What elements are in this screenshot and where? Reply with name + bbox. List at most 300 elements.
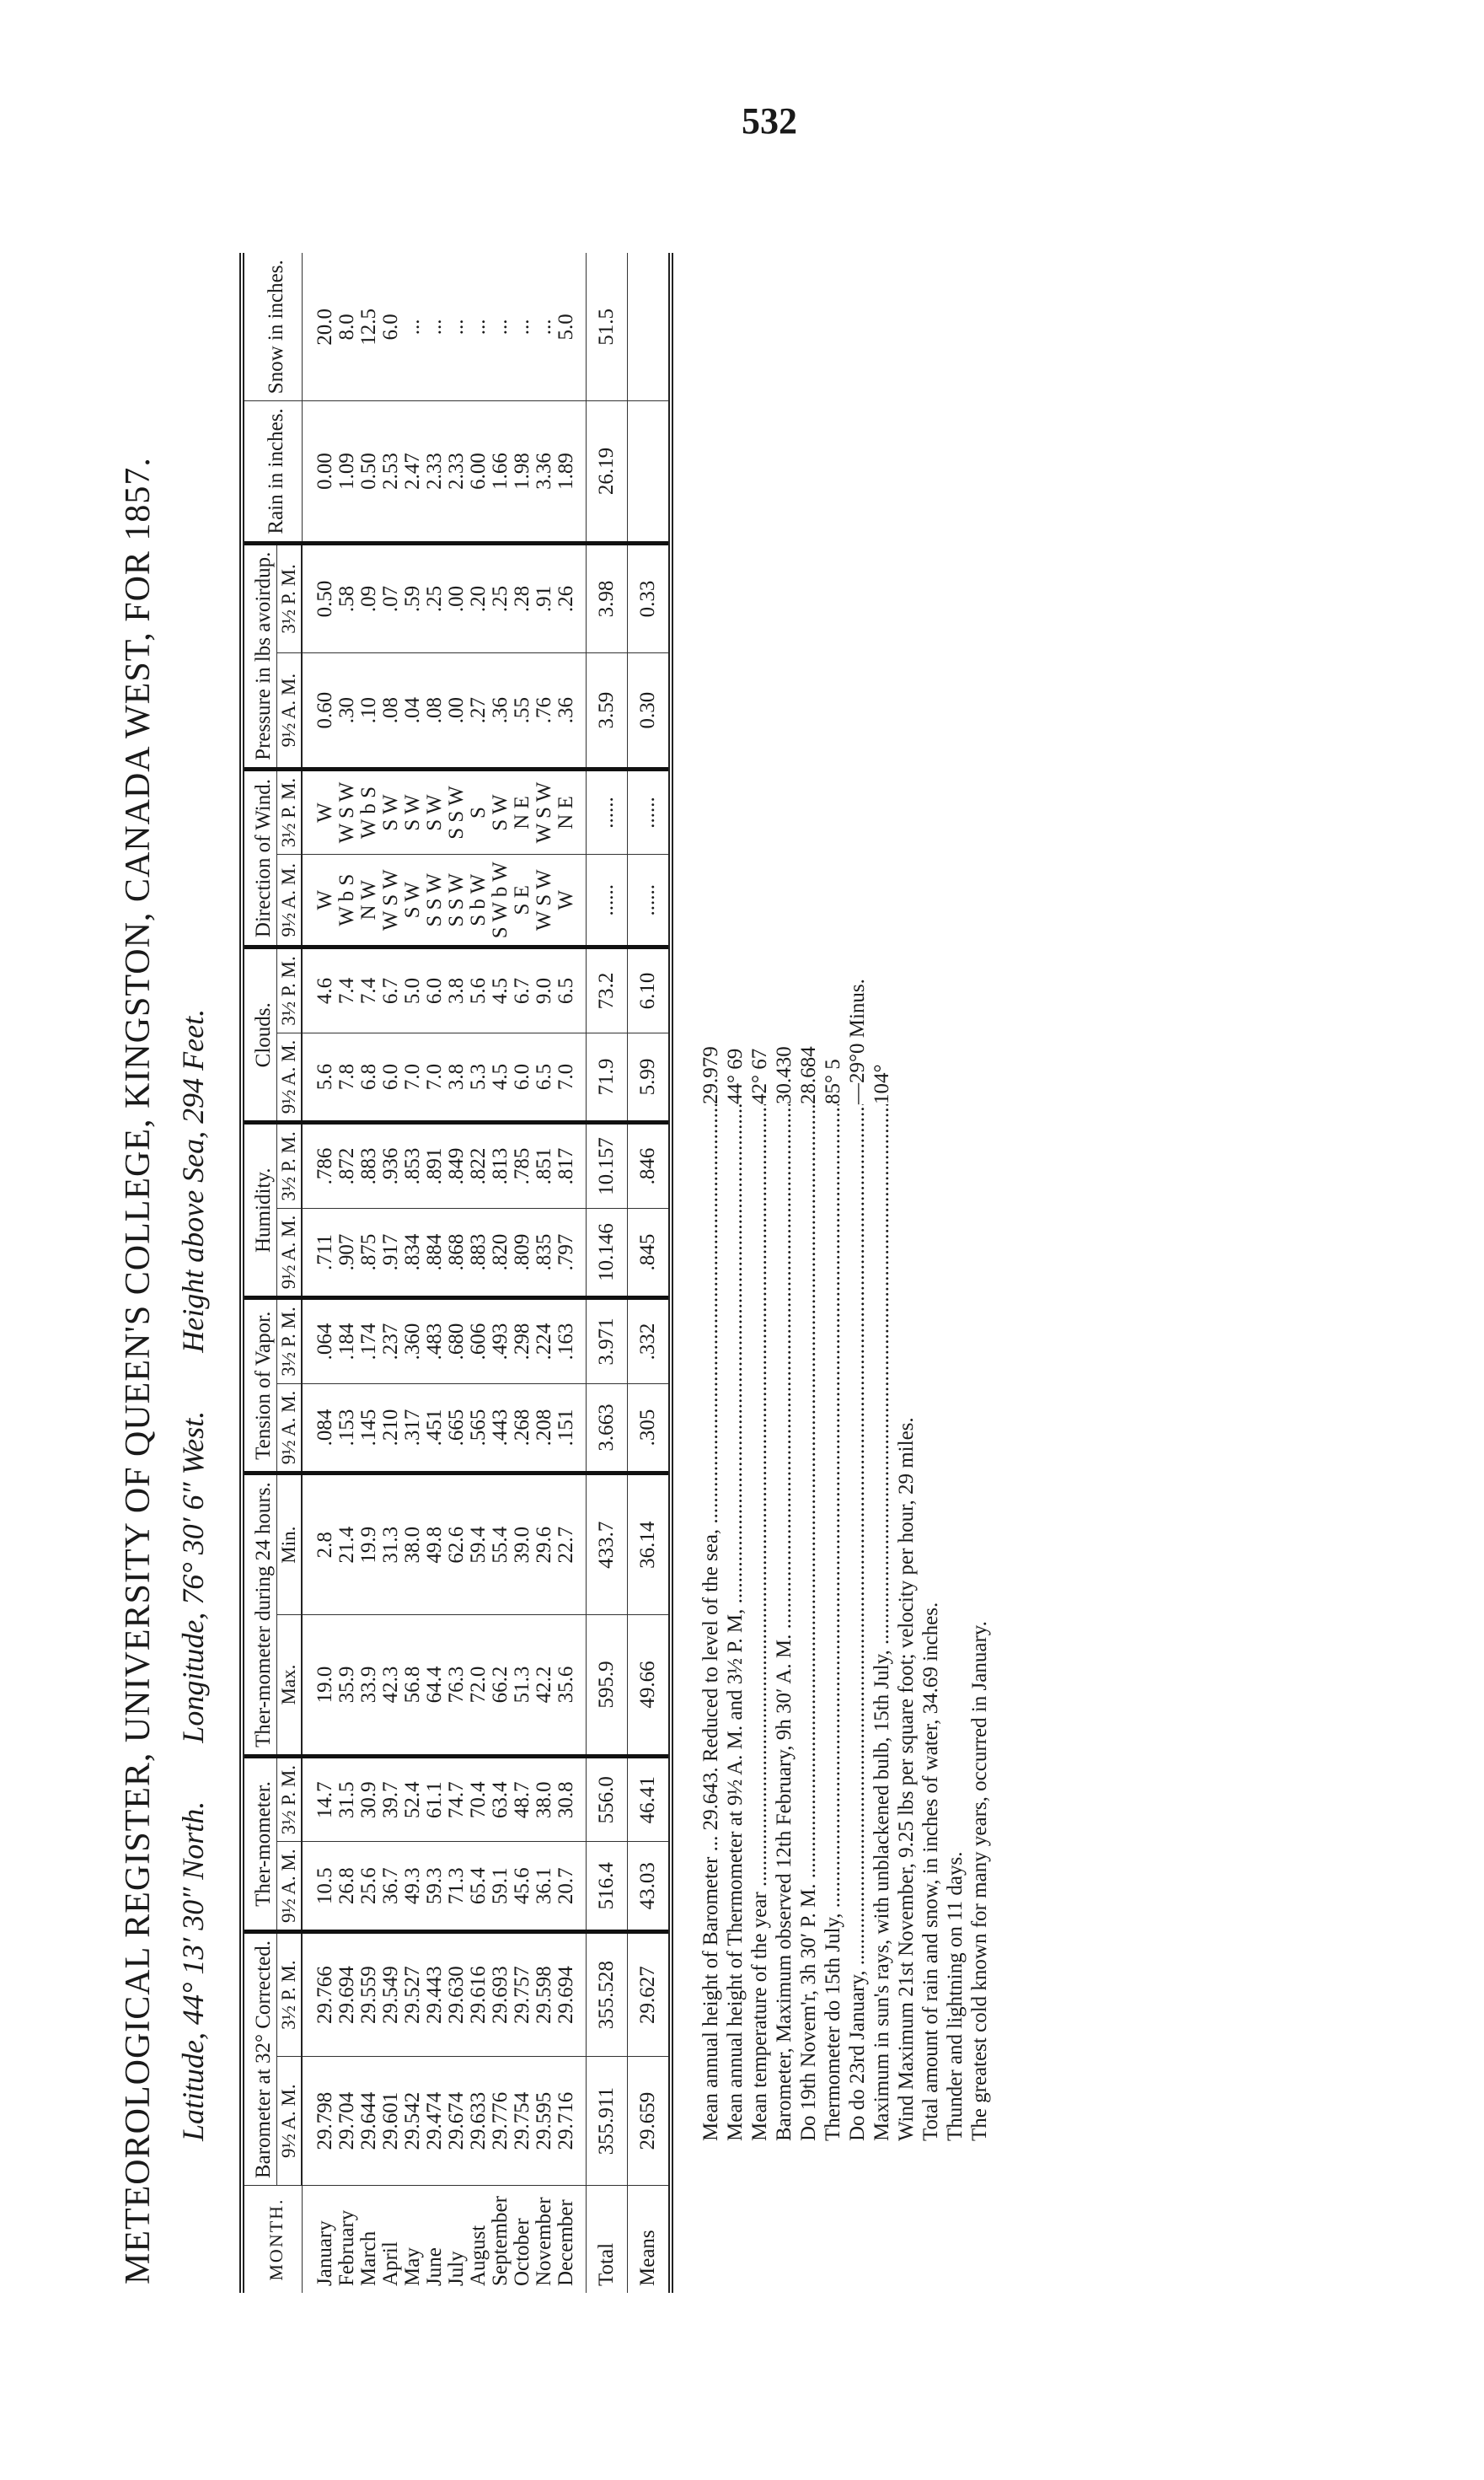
cell: 64.4 bbox=[424, 1615, 446, 1757]
summary-label: Mean temperature of the year ..... bbox=[747, 1104, 772, 2141]
cell: 433.7 bbox=[587, 1474, 628, 1615]
summary-value: 28.684 bbox=[797, 1046, 821, 1104]
cell: 29.694 bbox=[336, 1931, 358, 2056]
cell: 12.5 bbox=[358, 253, 380, 401]
cell: 3.59 bbox=[587, 653, 628, 769]
cell: .809 bbox=[512, 1208, 533, 1298]
cell: 46.41 bbox=[628, 1756, 672, 1841]
cell: 29.627 bbox=[628, 1931, 672, 2056]
cell: .09 bbox=[358, 543, 380, 653]
cell: .163 bbox=[555, 1298, 587, 1383]
tension-pm-header: 3½ P. M. bbox=[277, 1298, 303, 1383]
cell: 49.8 bbox=[424, 1474, 446, 1615]
cell: S W bbox=[380, 769, 402, 854]
rain-header: Rain in inches. bbox=[242, 401, 302, 543]
cell: .07 bbox=[380, 543, 402, 653]
cold-note: The greatest cold known for many years, occurred in January. bbox=[968, 1621, 992, 2141]
month-label: March bbox=[357, 2230, 381, 2286]
cell: .797 bbox=[555, 1208, 587, 1298]
cell: 4.5 bbox=[490, 947, 512, 1033]
cell: .360 bbox=[402, 1298, 424, 1383]
cell: 31.3 bbox=[380, 1474, 402, 1615]
table-row bbox=[555, 253, 587, 2293]
cell: W bbox=[302, 769, 336, 854]
cell: .25 bbox=[490, 543, 512, 653]
summary-label: Do do 23rd January, ..... bbox=[845, 1104, 870, 2141]
wind-header: Direction of Wind. bbox=[242, 769, 277, 947]
cell: 29.601 bbox=[380, 2057, 402, 2186]
cell: 0.33 bbox=[628, 543, 672, 653]
cell: 35.9 bbox=[336, 1615, 358, 1757]
min-header: Min. bbox=[277, 1474, 303, 1615]
cell: 5.6 bbox=[302, 1033, 336, 1123]
summary-label: Maximum in sun's rays, with unblackened bulb, 15th July, ..... bbox=[870, 1104, 894, 2141]
cell: 22.7 bbox=[555, 1474, 587, 1615]
cell: 59.4 bbox=[468, 1474, 490, 1615]
cell: .25 bbox=[424, 543, 446, 653]
cell: 51.3 bbox=[512, 1615, 533, 1757]
cell: 42.2 bbox=[533, 1615, 555, 1757]
cell: .36 bbox=[555, 653, 587, 769]
cell: 6.7 bbox=[512, 947, 533, 1033]
cell: 65.4 bbox=[468, 1842, 490, 1932]
thunder-note: Thunder and lightning on 11 days. bbox=[944, 1851, 967, 2141]
page-number: 532 bbox=[742, 100, 797, 142]
month-label: September bbox=[489, 2196, 512, 2286]
cell: .813 bbox=[490, 1123, 512, 1208]
cell: .04 bbox=[402, 653, 424, 769]
cell: 3.98 bbox=[587, 543, 628, 653]
cell: .30 bbox=[336, 653, 358, 769]
cell: W S W bbox=[533, 769, 555, 854]
cell: 29.694 bbox=[555, 1931, 587, 2056]
cell: 35.6 bbox=[555, 1615, 587, 1757]
cell: 2.47 bbox=[402, 401, 424, 543]
cell: 5.99 bbox=[628, 1033, 672, 1123]
cell: .680 bbox=[446, 1298, 468, 1383]
month-label: June bbox=[423, 2247, 447, 2286]
cell: 2.53 bbox=[380, 401, 402, 543]
cell: W b S bbox=[358, 769, 380, 854]
cell: .851 bbox=[533, 1123, 555, 1208]
cell: 71.3 bbox=[446, 1842, 468, 1932]
cell: 29.644 bbox=[358, 2057, 380, 2186]
table-row bbox=[402, 253, 424, 2293]
cell: 7.4 bbox=[358, 947, 380, 1033]
cell: 10.5 bbox=[302, 1842, 336, 1932]
cell: N E bbox=[512, 769, 533, 854]
cell: 0.50 bbox=[358, 401, 380, 543]
month-label: November bbox=[533, 2197, 556, 2286]
cell: 76.3 bbox=[446, 1615, 468, 1757]
cell: .936 bbox=[380, 1123, 402, 1208]
cell: .184 bbox=[336, 1298, 358, 1383]
cell: 4.6 bbox=[302, 947, 336, 1033]
cell: 39.7 bbox=[380, 1756, 402, 1841]
cell: 29.443 bbox=[424, 1931, 446, 2056]
cell: ... bbox=[512, 253, 533, 401]
latitude: Latitude, 44° 13′ 30″ North. bbox=[176, 1801, 210, 2141]
table-row bbox=[380, 253, 402, 2293]
cell: W bbox=[555, 855, 587, 947]
cell: .58 bbox=[336, 543, 358, 653]
summary-label: Mean annual height of Thermometer at 9½ A. M. and 3½ P. M, ..... bbox=[723, 1104, 747, 2141]
cell: 7.4 bbox=[336, 947, 358, 1033]
cell: 355.528 bbox=[587, 1931, 628, 2056]
cell: 6.7 bbox=[380, 947, 402, 1033]
clouds-am-header: 9½ A. M. bbox=[277, 1033, 303, 1123]
cell: .711 bbox=[302, 1208, 336, 1298]
summary-value: 44° 69 bbox=[724, 1048, 747, 1104]
cell: 42.3 bbox=[380, 1615, 402, 1757]
cell: 70.4 bbox=[468, 1756, 490, 1841]
cell: ... bbox=[533, 253, 555, 401]
table-row bbox=[468, 253, 490, 2293]
cell: W b S bbox=[336, 855, 358, 947]
cell: S W bbox=[490, 769, 512, 854]
month-label: February bbox=[335, 2209, 359, 2286]
cell: 7.0 bbox=[424, 1033, 446, 1123]
cell: 29.6 bbox=[533, 1474, 555, 1615]
month-label: July bbox=[445, 2251, 469, 2286]
cell: 73.2 bbox=[587, 947, 628, 1033]
wind-maximum-note: Wind Maximum 21st November, 9.25 lbs per square foot; velocity per hour, 29 miles. bbox=[895, 1417, 919, 2141]
cell: 59.1 bbox=[490, 1842, 512, 1932]
month-label: January bbox=[313, 2220, 337, 2286]
cell: 26.8 bbox=[336, 1842, 358, 1932]
cell: 9.0 bbox=[533, 947, 555, 1033]
cell: .917 bbox=[380, 1208, 402, 1298]
cell: .208 bbox=[533, 1383, 555, 1474]
cell: .145 bbox=[358, 1383, 380, 1474]
cell: .174 bbox=[358, 1298, 380, 1383]
cell: 19.9 bbox=[358, 1474, 380, 1615]
cell: 30.8 bbox=[555, 1756, 587, 1841]
cell: S S W bbox=[446, 769, 468, 854]
cell: 6.0 bbox=[424, 947, 446, 1033]
cell: 29.474 bbox=[424, 2057, 446, 2186]
cell: 6.00 bbox=[468, 401, 490, 543]
bar-am-header: 9½ A. M. bbox=[277, 2057, 303, 2186]
summary-line bbox=[821, 118, 845, 2141]
cell: 29.674 bbox=[446, 2057, 468, 2186]
register-subtitle bbox=[175, 118, 211, 2141]
cell: 26.19 bbox=[587, 401, 628, 543]
summary-value: —29°0 Minus. bbox=[846, 979, 870, 1104]
cell: 29.549 bbox=[380, 1931, 402, 2056]
total-label: Total bbox=[587, 2186, 628, 2293]
cell: ... bbox=[424, 253, 446, 401]
cell bbox=[628, 253, 672, 401]
tension-am-header: 9½ A. M. bbox=[277, 1383, 303, 1474]
register-table bbox=[239, 253, 673, 2293]
humidity-header: Humidity. bbox=[242, 1123, 277, 1298]
cell: 1.09 bbox=[336, 401, 358, 543]
cell: 36.14 bbox=[628, 1474, 672, 1615]
cell: 66.2 bbox=[490, 1615, 512, 1757]
cell: 39.0 bbox=[512, 1474, 533, 1615]
cell: 4.5 bbox=[490, 1033, 512, 1123]
cell: .835 bbox=[533, 1208, 555, 1298]
cell: 30.9 bbox=[358, 1756, 380, 1841]
cell: 29.630 bbox=[446, 1931, 468, 2056]
th-am-header: 9½ A. M. bbox=[277, 1842, 303, 1932]
cell: 74.7 bbox=[446, 1756, 468, 1841]
register-title: METEOROLOGICAL REGISTER, UNIVERSITY OF QUEEN'S COLLEGE, KINGSTON, CANADA WEST, FOR 1857. bbox=[119, 457, 158, 2284]
rotated-register bbox=[118, 118, 1433, 2310]
cell: 29.716 bbox=[555, 2057, 587, 2186]
cell: .493 bbox=[490, 1298, 512, 1383]
cell: ...... bbox=[587, 855, 628, 947]
cell: 8.0 bbox=[336, 253, 358, 401]
means-label: Means bbox=[628, 2186, 672, 2293]
cell: .834 bbox=[402, 1208, 424, 1298]
summary-value: 30.430 bbox=[773, 1046, 796, 1104]
monthly-rows bbox=[302, 253, 587, 2293]
cell: ... bbox=[468, 253, 490, 401]
cell: 5.3 bbox=[468, 1033, 490, 1123]
longitude: Longitude, 76° 30′ 6″ West. bbox=[176, 1410, 210, 1743]
month-label: October bbox=[511, 2218, 534, 2286]
cell: S W bbox=[424, 769, 446, 854]
cell: 6.0 bbox=[380, 1033, 402, 1123]
summary-value: 104° bbox=[871, 1064, 894, 1104]
cell: .305 bbox=[628, 1383, 672, 1474]
cell: 63.4 bbox=[490, 1756, 512, 1841]
cell: .817 bbox=[555, 1123, 587, 1208]
cell: 0.00 bbox=[302, 401, 336, 543]
cell: .00 bbox=[446, 653, 468, 769]
cell: 43.03 bbox=[628, 1842, 672, 1932]
cell: N W bbox=[358, 855, 380, 947]
th-pm-header: 3½ P. M. bbox=[277, 1756, 303, 1841]
cell: N E bbox=[555, 769, 587, 854]
summary-value: 85° 5 bbox=[822, 1059, 845, 1104]
summary-line bbox=[796, 118, 821, 2141]
cell: 3.8 bbox=[446, 1033, 468, 1123]
cell: .084 bbox=[302, 1383, 336, 1474]
cell: 29.633 bbox=[468, 2057, 490, 2186]
cell: 20.0 bbox=[302, 253, 336, 401]
cell: .268 bbox=[512, 1383, 533, 1474]
cell: .565 bbox=[468, 1383, 490, 1474]
cell: 3.36 bbox=[533, 401, 555, 543]
cell: .907 bbox=[336, 1208, 358, 1298]
cell: 49.66 bbox=[628, 1615, 672, 1757]
cell bbox=[628, 401, 672, 543]
cell: 25.6 bbox=[358, 1842, 380, 1932]
table-row bbox=[424, 253, 446, 2293]
cell: 2.33 bbox=[424, 401, 446, 543]
cell: 29.766 bbox=[302, 1931, 336, 2056]
thermometer-header: Ther-mometer. bbox=[242, 1756, 277, 1931]
cell: 38.0 bbox=[533, 1756, 555, 1841]
cell: .853 bbox=[402, 1123, 424, 1208]
cell: W S W bbox=[533, 855, 555, 947]
table-row bbox=[302, 253, 336, 2293]
cell: 2.8 bbox=[302, 1474, 336, 1615]
cell: 1.89 bbox=[555, 401, 587, 543]
cell: 21.4 bbox=[336, 1474, 358, 1615]
cell: 61.1 bbox=[424, 1756, 446, 1841]
cell: 0.30 bbox=[628, 653, 672, 769]
cell: 6.5 bbox=[555, 947, 587, 1033]
cell: 6.0 bbox=[380, 253, 402, 401]
clouds-pm-header: 3½ P. M. bbox=[277, 947, 303, 1033]
cell: .224 bbox=[533, 1298, 555, 1383]
cell: .55 bbox=[512, 653, 533, 769]
cell: .443 bbox=[490, 1383, 512, 1474]
cell: S S W bbox=[424, 855, 446, 947]
table-row bbox=[446, 253, 468, 2293]
tension-header: Tension of Vapor. bbox=[242, 1298, 277, 1474]
cell: 2.33 bbox=[446, 401, 468, 543]
cell: .08 bbox=[424, 653, 446, 769]
cell: 19.0 bbox=[302, 1615, 336, 1757]
cell: .10 bbox=[358, 653, 380, 769]
bar-pm-header: 3½ P. M. bbox=[277, 1931, 303, 2056]
cell: 5.6 bbox=[468, 947, 490, 1033]
cell: 29.559 bbox=[358, 1931, 380, 2056]
cell: 6.5 bbox=[533, 1033, 555, 1123]
cell: ... bbox=[490, 253, 512, 401]
cell: 5.0 bbox=[555, 253, 587, 401]
summary-line bbox=[747, 118, 772, 2141]
humidity-pm-header: 3½ P. M. bbox=[277, 1123, 303, 1208]
cell: 45.6 bbox=[512, 1842, 533, 1932]
summary-label: Thermometer do 15th July, ..... bbox=[821, 1104, 845, 2141]
summary-label: Barometer, Maximum observed 12th February, 9h 30′ A. M. ..... bbox=[772, 1104, 796, 2141]
cell: .298 bbox=[512, 1298, 533, 1383]
table-row bbox=[533, 253, 555, 2293]
cell: .064 bbox=[302, 1298, 336, 1383]
wind-am-header: 9½ A. M. bbox=[277, 855, 303, 947]
cell: .237 bbox=[380, 1298, 402, 1383]
summary-label: Do 19th Novem'r, 3h 30′ P. M. ..... bbox=[796, 1104, 821, 2141]
summary-notes bbox=[699, 118, 992, 2141]
cell: 29.659 bbox=[628, 2057, 672, 2186]
cell: 3.971 bbox=[587, 1298, 628, 1383]
cell: 29.757 bbox=[512, 1931, 533, 2056]
cell: .332 bbox=[628, 1298, 672, 1383]
cell: 59.3 bbox=[424, 1842, 446, 1932]
cell: 556.0 bbox=[587, 1756, 628, 1841]
table-row bbox=[490, 253, 512, 2293]
cell: .872 bbox=[336, 1123, 358, 1208]
cell: 36.1 bbox=[533, 1842, 555, 1932]
cell: 52.4 bbox=[402, 1756, 424, 1841]
month-label: April bbox=[379, 2241, 403, 2286]
cell: .665 bbox=[446, 1383, 468, 1474]
total-row bbox=[587, 253, 628, 2293]
summary-line bbox=[870, 118, 894, 2141]
cell: 29.542 bbox=[402, 2057, 424, 2186]
cell: W bbox=[302, 855, 336, 947]
cell: 20.7 bbox=[555, 1842, 587, 1932]
cell: S E bbox=[512, 855, 533, 947]
cell: .20 bbox=[468, 543, 490, 653]
cell: 6.0 bbox=[512, 1033, 533, 1123]
month-label: May bbox=[401, 2247, 425, 2286]
cell: .153 bbox=[336, 1383, 358, 1474]
pressure-header: Pressure in lbs avoirdup. bbox=[242, 543, 277, 769]
cell: 29.693 bbox=[490, 1931, 512, 2056]
height-above-sea: Height above Sea, 294 Feet. bbox=[176, 1008, 210, 1353]
humidity-am-header: 9½ A. M. bbox=[277, 1208, 303, 1298]
cell: 36.7 bbox=[380, 1842, 402, 1932]
cell: .28 bbox=[512, 543, 533, 653]
cell: W S W bbox=[336, 769, 358, 854]
summary-value: 42° 67 bbox=[748, 1048, 772, 1104]
cell: S bbox=[468, 769, 490, 854]
precipitation-note: Total amount of rain and snow, in inches of water, 34.69 inches. bbox=[919, 1602, 943, 2141]
cell: 29.798 bbox=[302, 2057, 336, 2186]
cell: 38.0 bbox=[402, 1474, 424, 1615]
cell: 48.7 bbox=[512, 1756, 533, 1841]
cell: .483 bbox=[424, 1298, 446, 1383]
cell: 1.98 bbox=[512, 401, 533, 543]
cell: .846 bbox=[628, 1123, 672, 1208]
cell: .27 bbox=[468, 653, 490, 769]
cell: S S W bbox=[446, 855, 468, 947]
summary-line bbox=[772, 118, 796, 2141]
cell: 355.911 bbox=[587, 2057, 628, 2186]
cell: 29.527 bbox=[402, 1931, 424, 2056]
cell: 1.66 bbox=[490, 401, 512, 543]
table-row bbox=[358, 253, 380, 2293]
snow-header: Snow in inches. bbox=[242, 253, 302, 401]
pressure-am-header: 9½ A. M. bbox=[277, 653, 303, 769]
cell: .849 bbox=[446, 1123, 468, 1208]
cell: .786 bbox=[302, 1123, 336, 1208]
cell: 29.704 bbox=[336, 2057, 358, 2186]
cell: .845 bbox=[628, 1208, 672, 1298]
summary-label: Mean annual height of Barometer ... 29.643. Reduced to level of the sea, ..... bbox=[699, 1104, 723, 2141]
cell: 51.5 bbox=[587, 253, 628, 401]
cell: .868 bbox=[446, 1208, 468, 1298]
cell: 71.9 bbox=[587, 1033, 628, 1123]
cell: 6.10 bbox=[628, 947, 672, 1033]
wind-pm-header: 3½ P. M. bbox=[277, 769, 303, 854]
table-row bbox=[512, 253, 533, 2293]
cell: .883 bbox=[468, 1208, 490, 1298]
max-header: Max. bbox=[277, 1615, 303, 1757]
cell: .08 bbox=[380, 653, 402, 769]
summary-line bbox=[723, 118, 747, 2141]
cell: 29.754 bbox=[512, 2057, 533, 2186]
cell: 55.4 bbox=[490, 1474, 512, 1615]
barometer-header: Barometer at 32° Corrected. bbox=[242, 1931, 277, 2185]
cell: .151 bbox=[555, 1383, 587, 1474]
cell: 10.157 bbox=[587, 1123, 628, 1208]
cell: 6.8 bbox=[358, 1033, 380, 1123]
cell: .875 bbox=[358, 1208, 380, 1298]
summary-value: 29.979 bbox=[699, 1046, 723, 1104]
cell: .891 bbox=[424, 1123, 446, 1208]
cell: 29.616 bbox=[468, 1931, 490, 2056]
cell: .884 bbox=[424, 1208, 446, 1298]
cell: 0.60 bbox=[302, 653, 336, 769]
month-label: August bbox=[467, 2225, 490, 2286]
cell: S W bbox=[402, 769, 424, 854]
table-row bbox=[336, 253, 358, 2293]
cell: 3.663 bbox=[587, 1383, 628, 1474]
cell: 7.8 bbox=[336, 1033, 358, 1123]
cell: .883 bbox=[358, 1123, 380, 1208]
cell: 29.776 bbox=[490, 2057, 512, 2186]
clouds-header: Clouds. bbox=[242, 947, 277, 1123]
cell: .210 bbox=[380, 1383, 402, 1474]
